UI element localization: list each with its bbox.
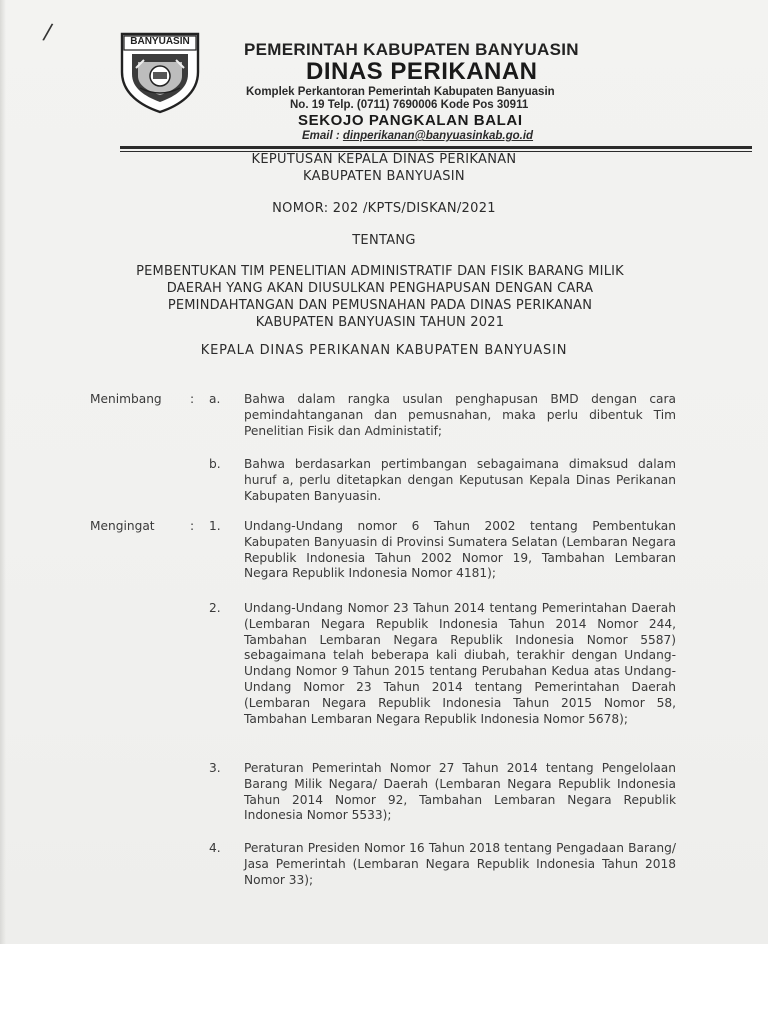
recalling-marker: 2. <box>209 601 221 615</box>
regency-emblem-logo <box>118 32 202 114</box>
decree-title-line: PEMBENTUKAN TIM PENELITIAN ADMINISTRATIF DAN FISIK BARANG MILIK <box>136 264 624 279</box>
address-line-2: No. 19 Telp. (0711) 7690006 Kode Pos 30911 <box>290 99 529 111</box>
decree-heading-1: KEPUTUSAN KEPALA DINAS PERIKANAN <box>251 152 517 167</box>
recalling-item: Peraturan Presiden Nomor 16 Tahun 2018 tentang Pengadaan Barang/ Jasa Pemerintah (Lembaran Negara Republik Indonesia Tahun 2018 Nomor 33); <box>244 841 676 887</box>
considering-colon: : <box>190 392 195 406</box>
decree-title-line: DAERAH YANG AKAN DIUSULKAN PENGHAPUSAN DENGAN CARA <box>166 281 594 296</box>
considering-label: Menimbang <box>90 392 162 406</box>
recalling-label: Mengingat <box>90 519 155 533</box>
office-location: SEKOJO PANGKALAN BALAI <box>298 112 523 129</box>
recalling-colon: : <box>190 519 195 533</box>
decree-about: TENTANG <box>352 233 416 248</box>
decree-title-line: KABUPATEN BANYUASIN TAHUN 2021 <box>255 315 505 330</box>
handwritten-mark: / <box>41 19 54 46</box>
emblem-label: BANYUASIN <box>130 36 190 47</box>
considering-marker: a. <box>209 392 221 406</box>
decree-heading-2: KABUPATEN BANYUASIN <box>303 169 465 184</box>
considering-item: Bahwa berdasarkan pertimbangan sebagaimana dimaksud dalam huruf a, perlu ditetapkan dengan Keputusan Kepala Dinas Perikanan Kabupaten Banyuasin. <box>244 457 676 503</box>
recalling-item: Undang-Undang Nomor 23 Tahun 2014 tentang Pemerintahan Daerah (Lembaran Negara Republik Indonesia Tahun 2014 Nomor 244, Tambahan Lembaran Negara Republik Indonesia Nomor 5587) sebagaimana telah beberapa kali diubah, terakhir dengan Undang-Undang Nomor 9 Tahun 2015 tentang Perubahan Kedua atas Undang-Undang Nomor 23 Tahun 2014 tentang Pemerintahan Daerah (Lembaran Negara Republik Indonesia Tahun 2015 Nomor 58, Tambahan Lembaran Negara Republik Indonesia Nomor 5678); <box>244 601 676 726</box>
email-label: Email : <box>302 130 343 142</box>
recalling-marker: 4. <box>209 841 221 855</box>
official-title: KEPALA DINAS PERIKANAN KABUPATEN BANYUASIN <box>200 343 568 358</box>
recalling-item: Undang-Undang nomor 6 Tahun 2002 tentang Pembentukan Kabupaten Banyuasin di Provinsi Sumatera Selatan (Lembaran Negara Republik Indonesia Tahun 2002 Nomor 19, Tambahan Lembaran Negara Republik Indonesia Nomor 4181); <box>244 519 676 581</box>
recalling-item: Peraturan Pemerintah Nomor 27 Tahun 2014 tentang Pengelolaan Barang Milik Negara/ Daerah (Lembaran Negara Republik Indonesia Tahun 2014 Nomor 92, Tambahan Lembaran Negara Republik Indonesia Nomor 5533); <box>244 761 676 823</box>
address-line-1: Komplek Perkantoran Pemerintah Kabupaten Banyuasin <box>246 86 555 98</box>
decree-title-line: PEMINDAHTANGAN DAN PEMUSNAHAN PADA DINAS PERIKANAN <box>167 298 593 313</box>
decree-title <box>90 263 670 331</box>
considering-item: Bahwa dalam rangka usulan penghapusan BMD dengan cara pemindahtanganan dan pemusnahan, maka perlu dibentuk Tim Penelitian Fisik dan Administatif; <box>244 392 676 438</box>
scan-edge-shadow <box>0 0 6 944</box>
email-line <box>302 130 533 142</box>
agency-name: DINAS PERIKANAN <box>306 58 538 85</box>
recalling-marker: 1. <box>209 519 221 533</box>
considering-marker: b. <box>209 457 221 471</box>
government-name: PEMERINTAH KABUPATEN BANYUASIN <box>244 40 579 59</box>
decree-number: NOMOR: 202 /KPTS/DISKAN/2021 <box>272 201 496 216</box>
letterhead-divider-thick <box>120 146 752 149</box>
email-address: dinperikanan@banyuasinkab.go.id <box>342 130 534 142</box>
recalling-marker: 3. <box>209 761 221 775</box>
blank-margin <box>0 944 768 1024</box>
